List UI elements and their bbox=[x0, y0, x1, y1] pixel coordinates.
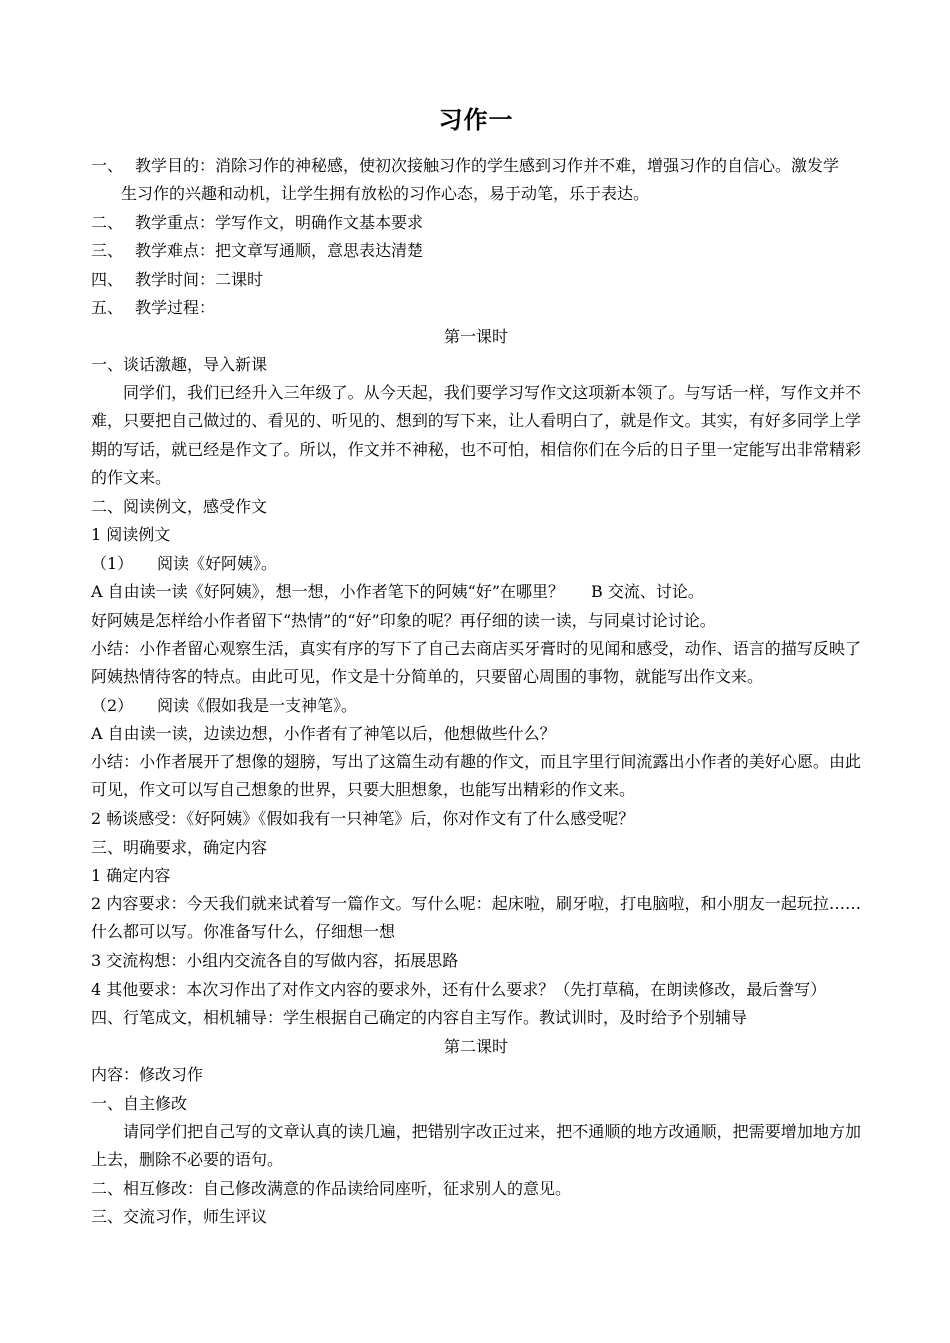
reading-1-activity-a: A 自由读一读《好阿姨》，想一想，小作者笔下的阿姨“好”在哪里？ bbox=[91, 582, 565, 601]
lesson-2-step-3: 三、交流习作，师生评议 bbox=[91, 1207, 268, 1226]
reading-number: （1） bbox=[91, 554, 134, 573]
objective-4 bbox=[91, 270, 263, 290]
objective-text: 教学重点：学写作文，明确作文基本要求 bbox=[135, 213, 424, 232]
requirement-2: 2 内容要求：今天我们就来试着写一篇作文。写什么呢：起床啦，刷牙啦，打电脑啦，和小朋友一起玩拉……什么都可以写。你准备写什么，仔细想一想 bbox=[91, 894, 861, 942]
lesson-1-step-1-paragraph: 同学们，我们已经升入三年级了。从今天起，我们要学习写作文这项新本领了。与写话一样，写作文并不难，只要把自己做过的、看见的、听见的、想到的写下来，让人看明白了，就是作文。其实，有好多同学上学期的写话，就已经是作文了。所以，作文并不神秘，也不可怕，相信你们在今后的日子里一定能写出非常精彩的作文来。 bbox=[91, 383, 861, 487]
objective-1 bbox=[91, 156, 839, 176]
lesson-2-step-1-paragraph: 请同学们把自己写的文章认真的读几遍，把错别字改正过来，把不通顺的地方改通顺，把需要增加地方加上去，删除不必要的语句。 bbox=[91, 1122, 861, 1170]
reading-1 bbox=[91, 554, 277, 574]
lesson-2-content: 内容：修改习作 bbox=[91, 1065, 204, 1084]
lesson-1-step-4-title: 四、行笔成文，相机辅导：学生根据自己确定的内容自主写作。教试训时，及时给予个别辅导 bbox=[91, 1008, 748, 1027]
requirement-4: 4 其他要求：本次习作出了对作文内容的要求外，还有什么要求？（先打草稿，在朗读修改，最后誊写） bbox=[91, 980, 827, 999]
lesson-1-step-1-title: 一、谈话激趣，导入新课 bbox=[91, 355, 268, 374]
reading-1-activity-b: B 交流、讨论。 bbox=[591, 582, 704, 601]
lesson-1-heading: 第一课时 bbox=[443, 327, 508, 346]
lesson-1-step-2-title: 二、阅读例文，感受作文 bbox=[91, 497, 268, 516]
objective-text: 教学目的：消除习作的神秘感，使初次接触习作的学生感到习作并不难，增强习作的自信心。激发学 bbox=[135, 156, 840, 175]
objective-3 bbox=[91, 241, 423, 261]
objective-number: 一、 bbox=[91, 156, 124, 175]
reading-2 bbox=[91, 696, 357, 716]
lesson-2-step-2: 二、相互修改：自己修改满意的作品读给同座听，征求别人的意见。 bbox=[91, 1179, 572, 1198]
document-title: 习作一 bbox=[438, 106, 514, 134]
objective-text: 生习作的兴趣和动机，让学生拥有放松的习作心态，易于动笔，乐于表达。 bbox=[121, 184, 650, 203]
objective-text: 教学过程： bbox=[135, 298, 216, 317]
lesson-2-heading: 第二课时 bbox=[443, 1037, 508, 1056]
objective-number: 五、 bbox=[91, 298, 124, 317]
reading-1-summary: 小结：小作者留心观察生活，真实有序的写下了自己去商店买牙膏时的见闻和感受，动作、语言的描写反映了阿姨热情待客的特点。由此可见，作文是十分简单的，只要留心周围的事物，就能写出作文来。 bbox=[91, 639, 861, 687]
reading-2-summary: 小结：小作者展开了想像的翅膀，写出了这篇生动有趣的作文，而且字里行间流露出小作者的美好心愿。由此可见，作文可以写自己想象的世界，只要大胆想象，也能写出精彩的作文来。 bbox=[91, 752, 861, 800]
objective-number: 三、 bbox=[91, 241, 124, 260]
reading-text: 阅读《假如我是一支神笔》。 bbox=[157, 696, 358, 715]
objective-text: 教学时间：二课时 bbox=[135, 270, 264, 289]
reading-number: （2） bbox=[91, 696, 134, 715]
reading-2-activity-a: A 自由读一读，边读边想，小作者有了神笔以后，他想做些什么？ bbox=[91, 724, 556, 743]
objective-5 bbox=[91, 298, 215, 318]
objective-1-cont bbox=[121, 184, 649, 204]
reading-text: 阅读《好阿姨》。 bbox=[157, 554, 278, 573]
objective-text: 教学难点：把文章写通顺，意思表达清楚 bbox=[135, 241, 424, 260]
requirement-1: 1 确定内容 bbox=[91, 866, 171, 885]
objective-number: 二、 bbox=[91, 213, 124, 232]
read-example-heading: 1 阅读例文 bbox=[91, 525, 171, 544]
lesson-2-step-1-title: 一、自主修改 bbox=[91, 1094, 188, 1113]
feelings-prompt: 2 畅谈感受：《好阿姨》《假如我有一只神笔》后，你对作文有了什么感受呢？ bbox=[91, 809, 635, 828]
objective-2 bbox=[91, 213, 423, 233]
lesson-1-step-3-title: 三、明确要求，确定内容 bbox=[91, 838, 268, 857]
reading-1-activities bbox=[91, 582, 704, 602]
requirement-3: 3 交流构想：小组内交流各自的写做内容，拓展思路 bbox=[91, 951, 459, 970]
objective-number: 四、 bbox=[91, 270, 124, 289]
reading-1-question: 好阿姨是怎样给小作者留下“热情”的“好”印象的呢？再仔细的读一读，与同桌讨论讨论。 bbox=[91, 611, 716, 630]
